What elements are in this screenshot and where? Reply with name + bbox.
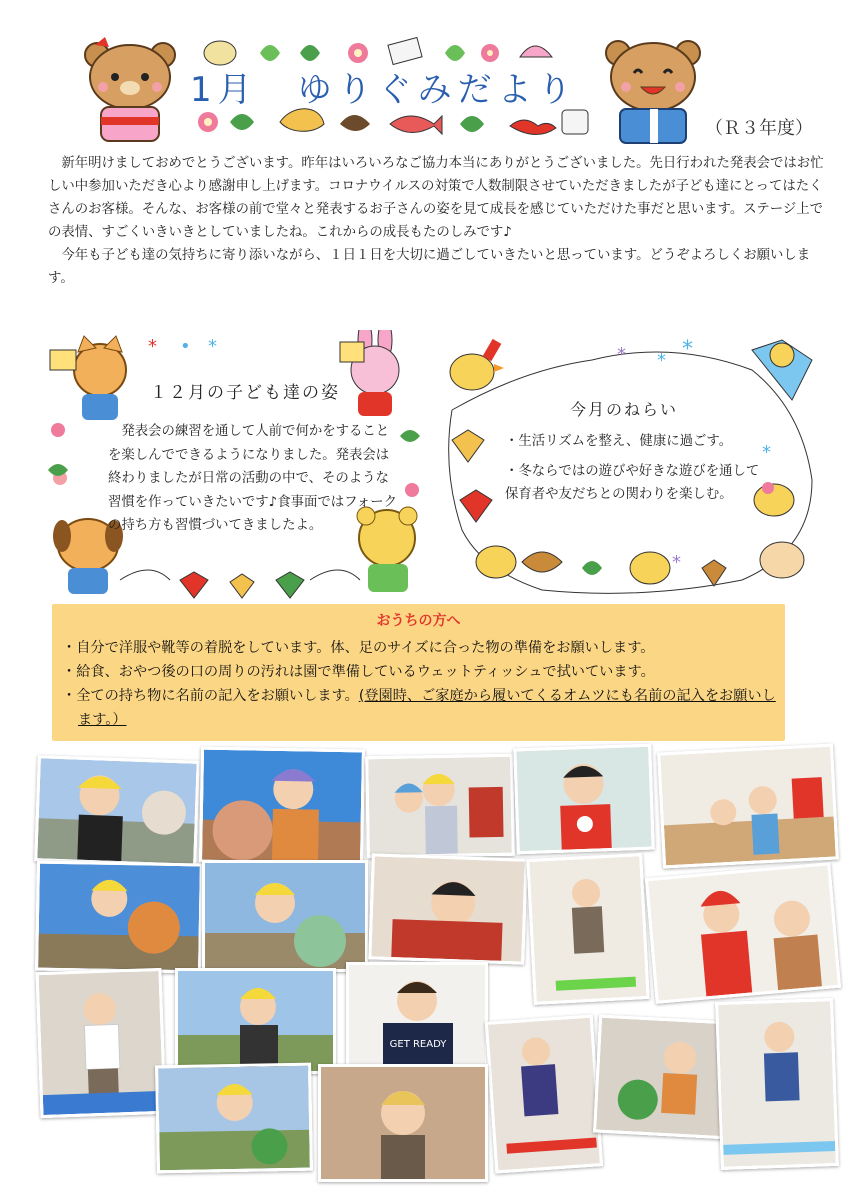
svg-text:*: * [617, 344, 626, 365]
photo-child-orange-ball [35, 861, 203, 974]
parents-notice-title: おうちの方へ [376, 613, 461, 629]
photo-child-walking-indoor [35, 968, 166, 1118]
svg-text:•: • [180, 336, 191, 357]
bear-girl-kimono-illustration [75, 33, 185, 143]
photo-child-get-ready-shirt [346, 962, 488, 1068]
parents-notice-item [62, 684, 782, 732]
monthly-aims-list [505, 430, 760, 513]
december-section-title: １２月の子ども達の姿 [150, 383, 340, 403]
svg-text:*: * [672, 552, 681, 573]
photo-child-outdoor-play [155, 1063, 313, 1174]
svg-text:*: * [208, 336, 217, 357]
monthly-aim-item: ・生活リズムを整え、健康に過ごす。 [505, 434, 733, 449]
monthly-aim-item: ・冬ならではの遊びや好きな遊びを通して保育者や友だちとの関わりを楽しむ。 [505, 463, 760, 502]
photo-child-purple-shirt [485, 1014, 603, 1173]
photo-children-play-structure [593, 1015, 735, 1140]
photo-children-green-hats [365, 754, 515, 859]
photo-child-purple-hat-ball [199, 747, 365, 866]
photo-child-laughing-purple-hat [318, 1064, 488, 1182]
parents-notice-box [52, 604, 785, 741]
photo-children-indoor-line [715, 998, 839, 1170]
parents-notice-item: ・自分で洋服や靴等の着脱をしています。体、足のサイズに合った物の準備をお願いします。 [62, 640, 655, 656]
newsletter-title: 1月 ゆりぐみだより [190, 70, 578, 110]
photo-child-yellow-hat-ball [34, 755, 200, 867]
svg-text:*: * [148, 336, 157, 357]
parents-notice-underlined-note: (登園時、ご家庭から履いてくるオムツにも名前の記入をお願いします。） [78, 688, 776, 728]
shirt-print-text: GET READY [389, 1039, 447, 1050]
svg-text:*: * [657, 350, 666, 371]
photo-classroom-children-play [657, 743, 839, 868]
fiscal-year-label: （Ｒ３年度） [705, 118, 813, 139]
parents-notice-item: ・給食、おやつ後の口の周りの汚れは園で準備しているウェットティッシュで拭いています。 [62, 664, 655, 680]
photo-child-santa-outfit [513, 744, 655, 855]
svg-text:*: * [682, 337, 693, 362]
photo-child-balance-walk [526, 853, 649, 1005]
monthly-aims-title: 今月のねらい [570, 400, 679, 419]
bear-boy-hakama-illustration [596, 33, 711, 145]
photo-children-santa-costumes [645, 862, 841, 1004]
photo-child-crying-yellow-hat [175, 968, 336, 1074]
parents-notice-item-text: ・全ての持ち物に名前の記入をお願いします。 [62, 688, 359, 704]
greeting-message [48, 152, 828, 290]
greeting-paragraph-1: 新年明けましておめでとうございます。昨年はいろいろなご協力本当にありがとうございました。先日行われた発表会ではお忙しい中参加いただき心より感謝申し上げます。コロナウイルスの対策で人数制限させていただきましたが子ども達にとってはたくさんのお客様。そんな、お客様の前で堂々と発表するお子さんの姿を見て成長を感じていただけた事だと思います。ステージ上での表情、すごくいきいきとしていましたね。これからの成長もたのしみです♪ [48, 156, 824, 240]
december-section-text: 発表会の練習を通して人前で何かをすることを楽しんでできるようになりました。発表会は終わりましたが日常の活動の中で、そのような習慣を作っていきたいです♪食事面ではフォークの持ち方も習慣づいてきましたよ。 [108, 424, 398, 533]
photo-child-play-equipment [368, 853, 528, 964]
greeting-paragraph-2: 今年も子ども達の気持ちに寄り添いながら、１日１日を大切に過ごしていきたいと思っています。どうぞよろしくお願いします。 [48, 248, 811, 286]
photo-child-green-ball [202, 860, 368, 972]
parents-notice-list [62, 636, 782, 732]
svg-text:*: * [762, 442, 771, 463]
